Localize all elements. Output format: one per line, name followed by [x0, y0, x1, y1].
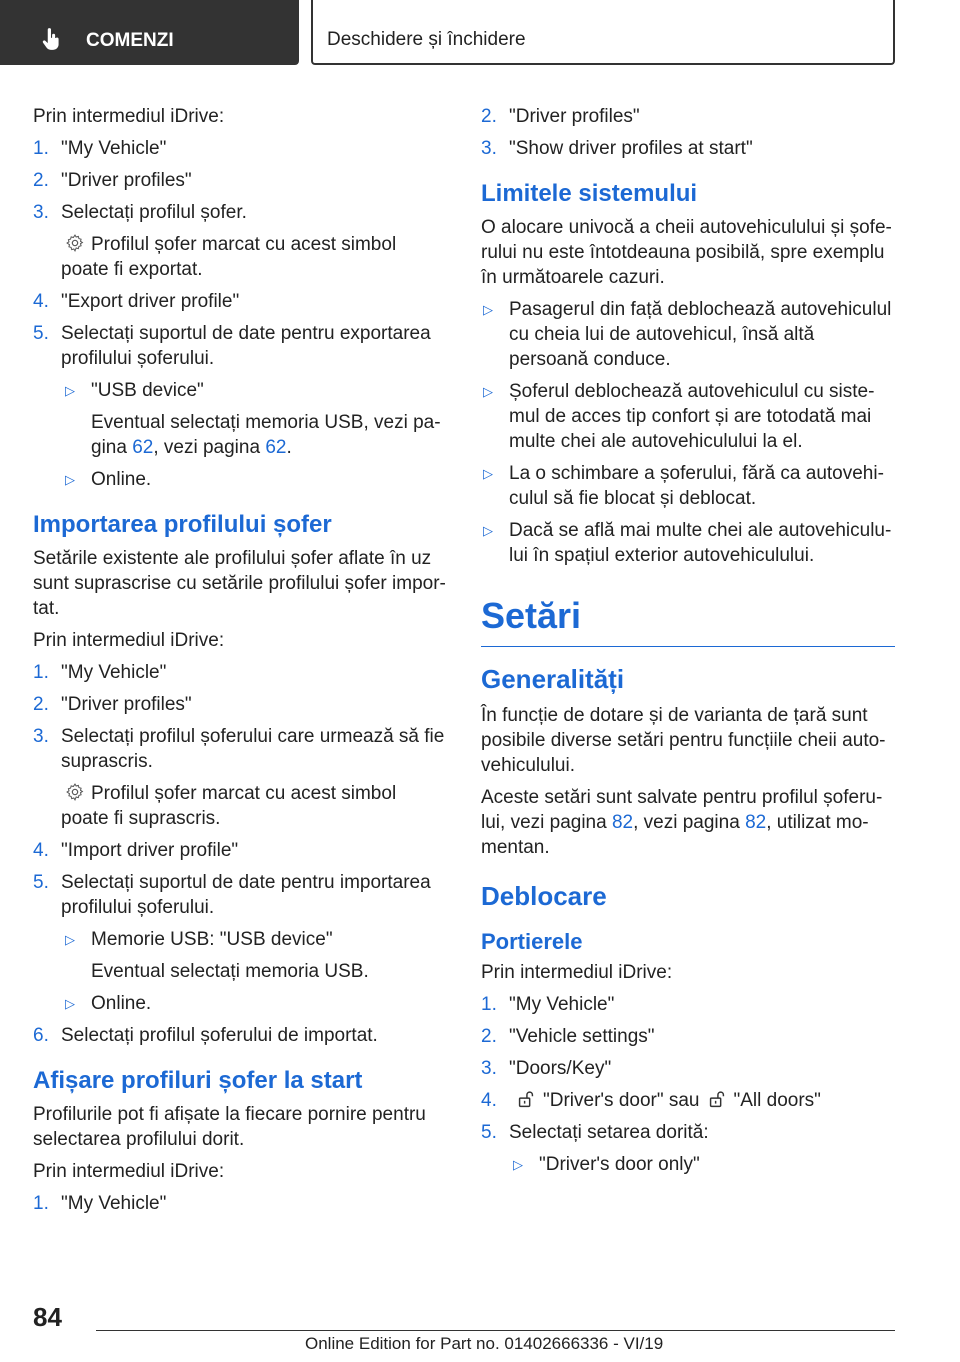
page-link[interactable]: 62 [132, 437, 154, 458]
sub-list-continuation: Eventual selectați memoria USB, vezi pa-gina 62, vezi pagina 62. [91, 412, 441, 458]
triangle-right-icon: ▷ [65, 996, 75, 1011]
triangle-right-icon: ▷ [483, 302, 493, 317]
list-item: 3. "Doors/Key" [481, 1058, 612, 1079]
triangle-right-icon: ▷ [65, 932, 75, 947]
list-item: ▷ La o schimbare a șoferului, fără ca autovehi-culul să fie blocat și deblocat. [483, 463, 884, 509]
list-item: ▷ Pasagerul din față deblochează autovehiculul cu cheia lui de autovehicul, însă altă persoană conduce. [483, 299, 892, 370]
list-item: 3. Selectați profilul șofer. [33, 202, 247, 223]
list-item: 4. "Export driver profile" [33, 291, 240, 312]
list-item: 5. Selectați suportul de date pentru exportarea profilului șoferului. [33, 323, 431, 369]
page-number: 84 [33, 1302, 62, 1332]
note-import: Profilul șofer marcat cu acest simbol poate fi suprascris. [61, 783, 397, 829]
list-item: 3. "Show driver profiles at start" [481, 138, 753, 159]
import-paragraph: Setările existente ale profilului șofer aflate în uz sunt suprascrise cu setările profilului șofer impor-tat. [33, 548, 446, 619]
gear-icon [65, 782, 85, 802]
triangle-right-icon: ▷ [483, 466, 493, 481]
triangle-right-icon: ▷ [483, 384, 493, 399]
heading-settings: Setări [481, 594, 895, 647]
padlock-open-icon [515, 1088, 537, 1110]
list-item: 1. "My Vehicle" [33, 662, 167, 683]
list-item: 5. Selectați setarea dorită: [481, 1122, 709, 1143]
header-section-title: COMENZI [86, 30, 174, 51]
heading-general: Generalități [481, 664, 625, 694]
sub-list-item: ▷ Online. [65, 993, 152, 1014]
sub-list-item: ▷ Memorie USB: "USB device" [65, 929, 333, 950]
list-item: 4. "Driver's door" sau "All doors" [481, 1090, 821, 1111]
list-item: 2. "Driver profiles" [33, 694, 192, 715]
sub-list-item: ▷ Online. [65, 469, 152, 490]
general-paragraph-1: În funcție de dotare și de varianta de țară sunt posibile diverse setări pentru funcțiile cheii auto-vehiculului. [481, 705, 886, 776]
triangle-right-icon: ▷ [65, 383, 75, 398]
list-item: 2. "Vehicle settings" [481, 1026, 655, 1047]
list-item: ▷ Dacă se află mai multe chei ale autovehiculu-lui în spațiul exterior autovehiculului. [483, 520, 892, 566]
import-intro: Prin intermediul iDrive: [33, 630, 225, 651]
heading-unlocking: Deblocare [481, 881, 607, 911]
heading-doors: Portierele [481, 929, 583, 954]
sub-list-item: ▷ "USB device" [65, 380, 204, 401]
footer-edition: Online Edition for Part no. 01402666336 - VI/19 [305, 1334, 664, 1353]
list-item: 2. "Driver profiles" [481, 106, 640, 127]
page-link[interactable]: 82 [745, 812, 767, 833]
triangle-right-icon: ▷ [513, 1157, 523, 1172]
list-item: 6. Selectați profilul șoferului de importat. [33, 1025, 378, 1046]
display-paragraph: Profilurile pot fi afișate la fiecare pornire pentru selectarea profilului dorit. [33, 1104, 426, 1150]
doors-intro: Prin intermediul iDrive: [481, 962, 673, 983]
hand-pointer-icon [38, 26, 64, 52]
list-item: 3. Selectați profilul șoferului care urmează să fie suprascris. [33, 726, 445, 772]
general-paragraph-2: Aceste setări sunt salvate pentru profilul șoferu-lui, vezi pagina 82, vezi pagina 82, utilizat mo-mentan. [481, 787, 883, 858]
right-column [481, 104, 895, 1184]
header-chapter-title: Deschidere și închidere [327, 29, 526, 50]
gear-icon [65, 233, 85, 253]
header-section-tab[interactable] [0, 0, 299, 65]
intro-text: Prin intermediul iDrive: [33, 106, 225, 127]
left-column [33, 104, 448, 1223]
heading-import-profile: Importarea profilului șofer [33, 511, 332, 538]
padlock-open-icon [706, 1088, 728, 1110]
page-link[interactable]: 82 [611, 812, 634, 833]
heading-display-profiles: Afișare profiluri șofer la start [33, 1067, 363, 1094]
sub-list-item: ▷ "Driver's door only" [513, 1154, 700, 1175]
triangle-right-icon: ▷ [483, 523, 493, 538]
display-intro: Prin intermediul iDrive: [33, 1161, 225, 1182]
list-item: 1. "My Vehicle" [481, 994, 615, 1015]
list-item: 5. Selectați suportul de date pentru importarea profilului șoferului. [33, 872, 431, 918]
list-item: 1. "My Vehicle" [33, 1193, 167, 1214]
heading-system-limits: Limitele sistemului [481, 180, 698, 207]
list-item: 2. "Driver profiles" [33, 170, 192, 191]
list-item: 4. "Import driver profile" [33, 840, 239, 861]
page-link[interactable]: 62 [265, 437, 287, 458]
header-chapter-tab[interactable] [311, 0, 895, 65]
triangle-right-icon: ▷ [65, 472, 75, 487]
list-item: 1. "My Vehicle" [33, 138, 167, 159]
note-export: Profilul șofer marcat cu acest simbol poate fi exportat. [61, 234, 397, 280]
footer-divider [96, 1330, 895, 1331]
sub-list-continuation: Eventual selectați memoria USB. [91, 961, 369, 982]
limits-paragraph: O alocare univocă a cheii autovehiculului și șofe-rului nu este întotdeauna posibilă, spre exemplu în următoarele cazuri. [481, 217, 892, 288]
list-item: ▷ Șoferul deblochează autovehiculul cu siste-mul de acces tip confort și are totodată mai multe chei ale autovehiculului la el. [483, 381, 875, 452]
